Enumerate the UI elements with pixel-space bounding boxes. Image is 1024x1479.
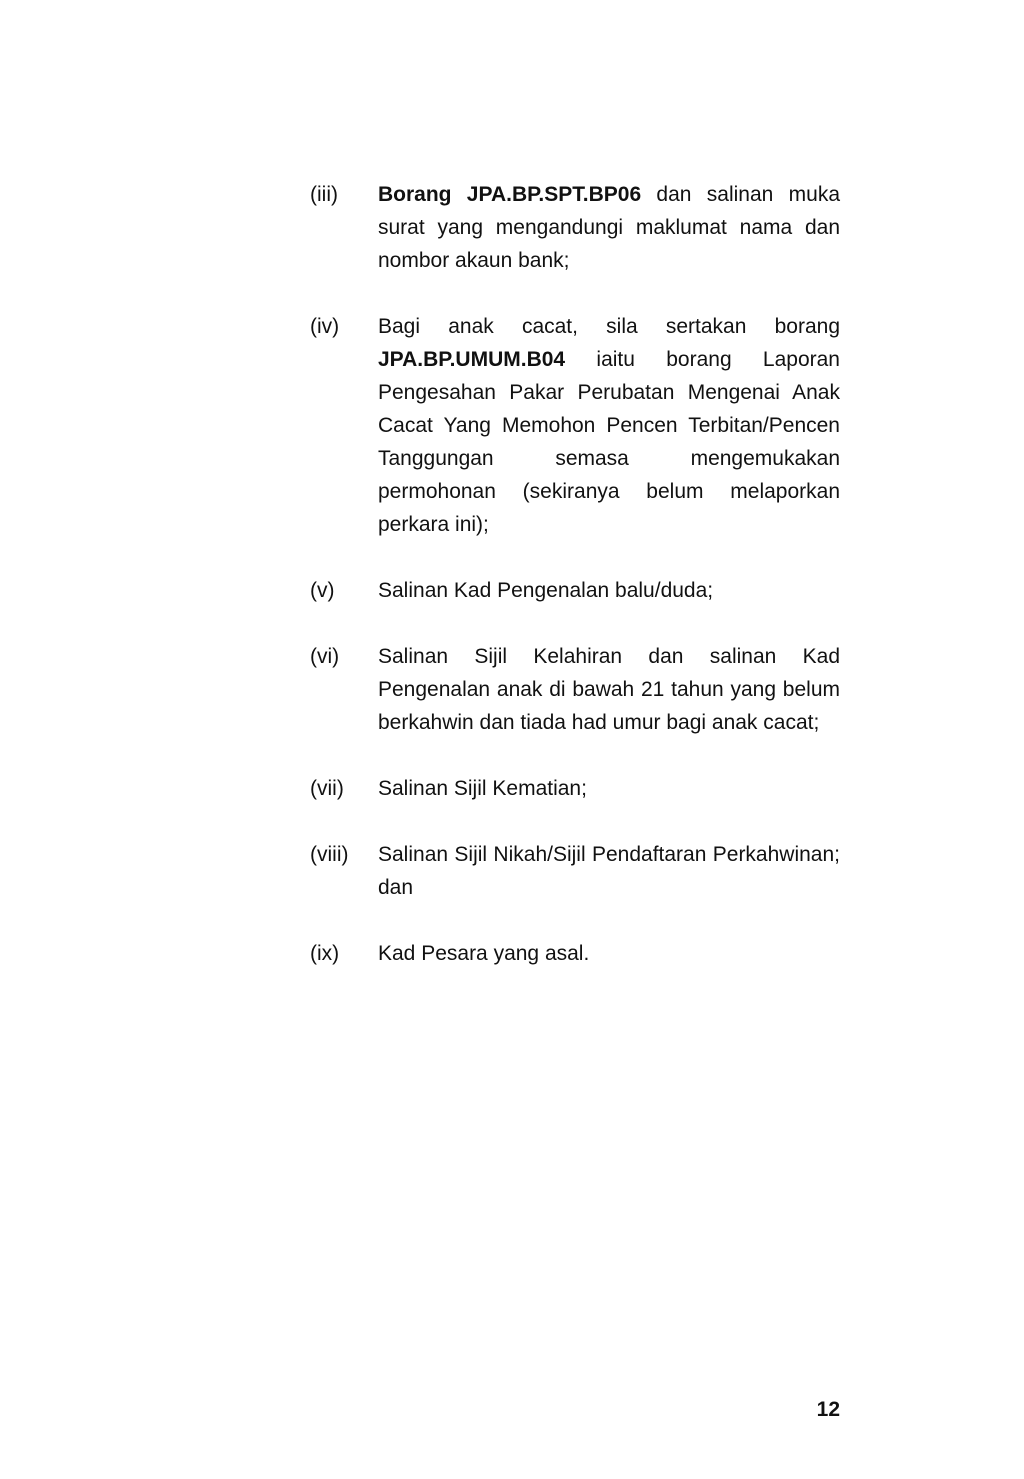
list-item-iii [310, 178, 840, 277]
form-code: JPA.BP.UMUM.B04 [378, 348, 566, 371]
item-number: (v) [310, 579, 335, 602]
list-item-ix [310, 937, 840, 970]
item-text: Salinan Sijil Nikah/Sijil Pendaftaran Perkahwinan; dan [378, 843, 840, 899]
requirements-list [310, 178, 840, 1003]
list-item-vi [310, 640, 840, 739]
item-text: Salinan Sijil Kelahiran dan salinan Kad Pengenalan anak di bawah 21 tahun yang belum berkahwin dan tiada had umur bagi anak cacat; [378, 645, 840, 734]
item-number: (viii) [310, 843, 349, 866]
item-text: Salinan Sijil Kematian; [378, 777, 587, 800]
item-text [378, 310, 840, 541]
list-item-vii [310, 772, 840, 805]
item-body-start: Bagi anak cacat, sila sertakan borang [378, 315, 840, 338]
item-number: (ix) [310, 942, 340, 965]
item-text: Salinan Kad Pengenalan balu/duda; [378, 579, 714, 602]
list-item-iv [310, 310, 840, 541]
item-text [378, 178, 840, 277]
form-code: Borang JPA.BP.SPT.BP06 [378, 183, 642, 206]
item-body: iaitu borang Laporan Pengesahan Pakar Perubatan Mengenai Anak Cacat Yang Memohon Pencen Terbitan/Pencen Tanggungan semasa mengemukakan permohonan (sekiranya belum melaporkan perkara ini); [378, 348, 840, 536]
page-number: 12 [816, 1398, 840, 1421]
item-number: (vii) [310, 777, 344, 800]
item-body: dan salinan muka surat yang mengandungi maklumat nama dan nombor akaun bank; [378, 183, 840, 272]
item-number: (iii) [310, 183, 338, 206]
item-number: (iv) [310, 315, 340, 338]
item-text: Kad Pesara yang asal. [378, 942, 590, 965]
list-item-viii [310, 838, 840, 904]
list-item-v [310, 574, 840, 607]
item-number: (vi) [310, 645, 340, 668]
